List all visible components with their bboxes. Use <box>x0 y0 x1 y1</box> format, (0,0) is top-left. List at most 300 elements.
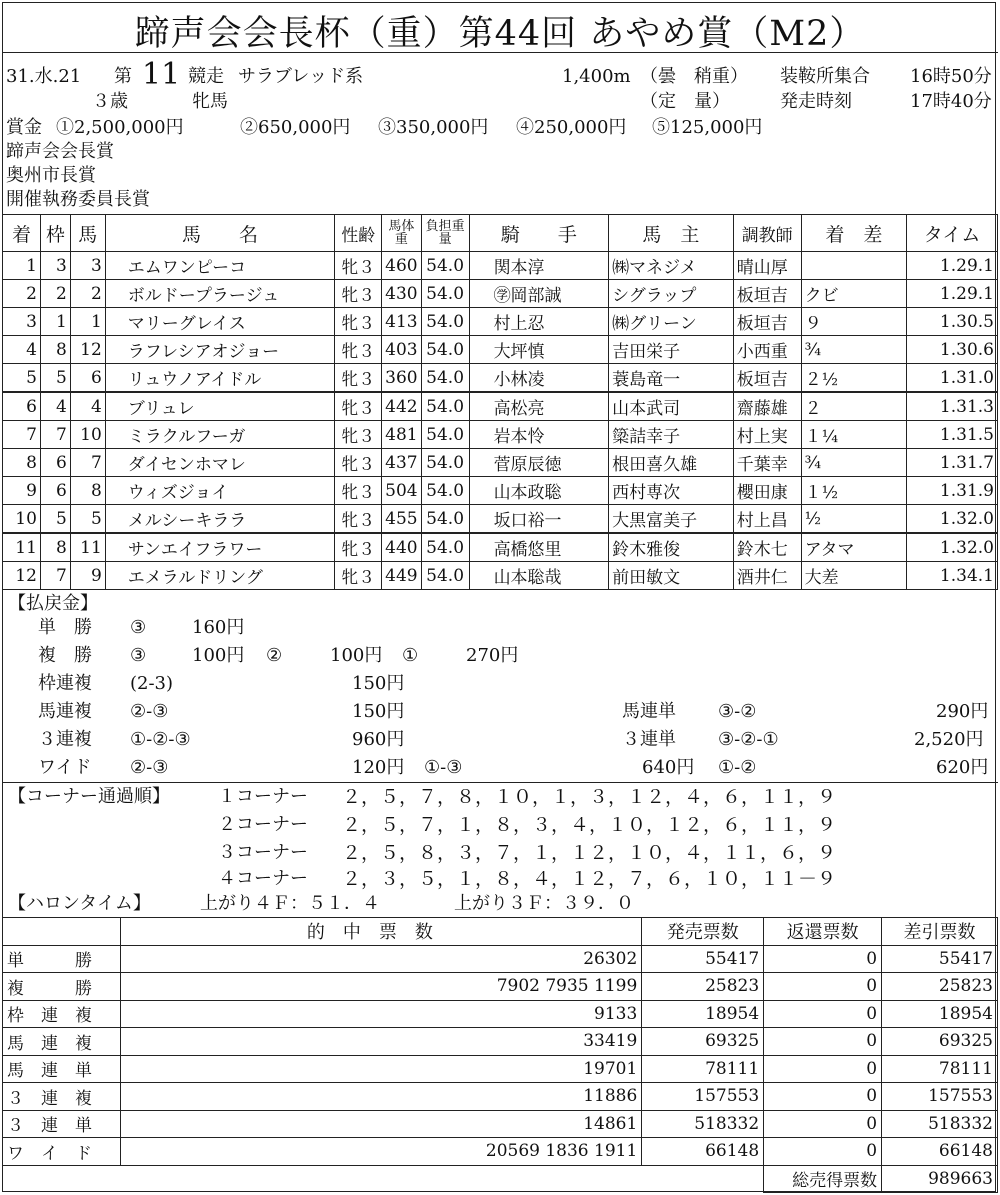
result-margin: ９ <box>801 308 907 336</box>
result-jockey: 村上忍 <box>469 308 609 336</box>
post-time: 17時40分 <box>910 91 992 112</box>
votes-ret: 0 <box>764 1028 882 1056</box>
votes-total-spacer <box>3 1165 121 1193</box>
col-waku: 枠 <box>40 215 70 252</box>
col-pos: 着 <box>3 215 41 252</box>
award-2: 奥州市長賞 <box>6 165 96 186</box>
votes-total-value: 989663 <box>882 1165 998 1193</box>
votes-sold: 66148 <box>642 1138 764 1166</box>
result-time: 1.34.1 <box>907 562 998 590</box>
payout-wakuren-label: 枠連複 <box>38 673 92 694</box>
payout-wakuren-amount: 150円 <box>352 673 405 694</box>
payout-header: 【払戻金】 <box>8 593 98 614</box>
result-load: 54.0 <box>421 336 469 364</box>
result-jockey: 菅原辰徳 <box>469 449 609 477</box>
votes-type: ３ 連 単 <box>3 1110 121 1138</box>
result-time: 1.31.7 <box>907 449 998 477</box>
result-pos: 7 <box>3 421 41 449</box>
result-name: リュウノアイドル <box>105 364 334 393</box>
result-margin <box>801 252 907 280</box>
votes-net: 18954 <box>882 1000 998 1028</box>
result-row <box>3 392 998 421</box>
result-pos: 2 <box>3 280 41 308</box>
col-load: 負担重量 <box>421 215 469 252</box>
result-trainer: 酒井仁 <box>733 562 801 590</box>
result-waku: 7 <box>40 421 70 449</box>
col-name: 馬 名 <box>105 215 334 252</box>
result-waku: 3 <box>40 252 70 280</box>
result-name: ボルドープラージュ <box>105 280 334 308</box>
col-body-weight: 馬体重 <box>382 215 421 252</box>
result-trainer: 鈴木七 <box>733 533 801 562</box>
result-row <box>3 421 998 449</box>
votes-hit: 14861 <box>120 1110 641 1138</box>
race-kyoso: 競走 <box>188 66 224 87</box>
votes-type: 単 勝 <box>3 945 121 973</box>
payout-tansho-amount: 160円 <box>192 617 245 638</box>
payout-sanrenpuku-label: ３連複 <box>38 729 92 750</box>
result-time: 1.29.1 <box>907 280 998 308</box>
payout-sanrenpuku-amount: 960円 <box>352 729 405 750</box>
votes-row <box>3 1110 998 1138</box>
votes-total-spacer-3 <box>642 1165 764 1193</box>
race-number: 11 <box>142 57 181 92</box>
race-date: 31.水.21 <box>6 66 82 87</box>
votes-total-row <box>3 1165 998 1193</box>
result-owner: 吉田栄子 <box>609 336 734 364</box>
result-pos: 9 <box>3 477 41 505</box>
votes-col-returned: 返還票数 <box>764 918 882 946</box>
payout-wide-combo-2: ①-③ <box>424 757 463 778</box>
result-row <box>3 308 998 336</box>
votes-net: 518332 <box>882 1110 998 1138</box>
corner-1-label: １コーナー <box>218 786 308 807</box>
result-waku: 6 <box>40 477 70 505</box>
post-time-label: 発走時刻 <box>780 91 852 112</box>
votes-net: 69325 <box>882 1028 998 1056</box>
result-owner: 蓑島竜一 <box>609 364 734 393</box>
result-wt: 481 <box>382 421 421 449</box>
result-waku: 2 <box>40 280 70 308</box>
votes-type: 複 勝 <box>3 973 121 1001</box>
result-sa: 牝３ <box>335 505 382 534</box>
result-row <box>3 562 998 590</box>
result-margin: ¾ <box>801 449 907 477</box>
result-waku: 5 <box>40 505 70 534</box>
result-margin: クビ <box>801 280 907 308</box>
result-jockey: 岩本怜 <box>469 421 609 449</box>
race-track-condition: （曇 稍重） <box>640 66 748 87</box>
result-sa: 牝３ <box>335 336 382 364</box>
payout-wide-label: ワイド <box>38 757 92 778</box>
result-wt: 460 <box>382 252 421 280</box>
result-trainer: 村上昌 <box>733 505 801 534</box>
race-weight-rule: （定 量） <box>640 91 730 112</box>
col-owner: 馬 主 <box>609 215 734 252</box>
result-pos: 3 <box>3 308 41 336</box>
votes-ret: 0 <box>764 1083 882 1111</box>
result-name: ブリュレ <box>105 392 334 421</box>
result-name: マリーグレイス <box>105 308 334 336</box>
corner-4-label: ４コーナー <box>218 868 308 889</box>
corner-3-label: ３コーナー <box>218 842 308 863</box>
votes-ret: 0 <box>764 1138 882 1166</box>
result-load: 54.0 <box>421 505 469 534</box>
result-num: 9 <box>70 562 105 590</box>
votes-type: ３ 連 複 <box>3 1083 121 1111</box>
votes-type: 枠 連 複 <box>3 1000 121 1028</box>
result-trainer: 村上実 <box>733 421 801 449</box>
votes-ret: 0 <box>764 945 882 973</box>
result-name: サンエイフラワー <box>105 533 334 562</box>
result-wt: 430 <box>382 280 421 308</box>
result-time: 1.32.0 <box>907 505 998 534</box>
result-owner: 鈴木雅俊 <box>609 533 734 562</box>
result-sa: 牝３ <box>335 562 382 590</box>
result-pos: 10 <box>3 505 41 534</box>
race-sex: 牝馬 <box>192 91 228 112</box>
votes-row <box>3 1138 998 1166</box>
votes-hit: 20569 1836 1911 <box>120 1138 641 1166</box>
votes-net: 25823 <box>882 973 998 1001</box>
votes-sold: 78111 <box>642 1055 764 1083</box>
race-dai: 第 <box>114 66 132 87</box>
results-table <box>2 214 998 590</box>
votes-sold: 55417 <box>642 945 764 973</box>
result-row <box>3 280 998 308</box>
col-jockey: 騎 手 <box>469 215 609 252</box>
result-wt: 440 <box>382 533 421 562</box>
result-sa: 牝３ <box>335 392 382 421</box>
votes-hit: 33419 <box>120 1028 641 1056</box>
result-name: ミラクルフーガ <box>105 421 334 449</box>
prize-3: ③350,000円 <box>378 117 489 138</box>
votes-total-label: 総売得票数 <box>764 1165 882 1193</box>
result-wt: 360 <box>382 364 421 393</box>
result-jockey: 高橋悠里 <box>469 533 609 562</box>
payout-umaren-amount: 150円 <box>352 701 405 722</box>
result-pos: 1 <box>3 252 41 280</box>
payout-sanrentan-label: ３連単 <box>622 729 676 750</box>
payout-umaren-label: 馬連複 <box>38 701 92 722</box>
result-num: 5 <box>70 505 105 534</box>
result-margin: ¾ <box>801 336 907 364</box>
votes-row <box>3 1083 998 1111</box>
result-sa: 牝３ <box>335 477 382 505</box>
result-row <box>3 533 998 562</box>
result-owner: 大黒富美子 <box>609 505 734 534</box>
result-num: 3 <box>70 252 105 280</box>
result-jockey: 関本淳 <box>469 252 609 280</box>
result-jockey: 山本聡哉 <box>469 562 609 590</box>
votes-row <box>3 973 998 1001</box>
corner-1-order: ２，５，７，８，１０，１，３，１２，４，６，１１，９ <box>342 786 837 808</box>
result-margin: １½ <box>801 477 907 505</box>
result-margin: ２½ <box>801 364 907 393</box>
result-sa: 牝３ <box>335 308 382 336</box>
furlong-last4: 上がり４Ｆ：５１．４ <box>200 893 380 914</box>
result-name: ラフレシアオジョー <box>105 336 334 364</box>
votes-sold: 69325 <box>642 1028 764 1056</box>
votes-col-sold: 発売票数 <box>642 918 764 946</box>
result-sa: 牝３ <box>335 364 382 393</box>
result-name: ウィズジョイ <box>105 477 334 505</box>
payout-fukusho-amount-3: 270円 <box>466 645 519 666</box>
result-load: 54.0 <box>421 562 469 590</box>
result-load: 54.0 <box>421 252 469 280</box>
votes-hit: 11886 <box>120 1083 641 1111</box>
furlong-header: 【ハロンタイム】 <box>8 893 151 914</box>
votes-row <box>3 945 998 973</box>
votes-type: 馬 連 複 <box>3 1028 121 1056</box>
votes-net: 55417 <box>882 945 998 973</box>
result-load: 54.0 <box>421 421 469 449</box>
result-owner: 簗詰幸子 <box>609 421 734 449</box>
race-distance: 1,400m <box>562 66 631 87</box>
result-trainer: 千葉幸 <box>733 449 801 477</box>
votes-net: 157553 <box>882 1083 998 1111</box>
votes-col-hit: 的 中 票 数 <box>120 918 641 946</box>
result-wt: 437 <box>382 449 421 477</box>
col-margin: 着 差 <box>801 215 907 252</box>
result-load: 54.0 <box>421 308 469 336</box>
payout-umatan-amount: 290円 <box>936 701 989 722</box>
result-margin: アタマ <box>801 533 907 562</box>
votes-type: ワ イ ド <box>3 1138 121 1166</box>
award-3: 開催執務委員長賞 <box>6 189 150 210</box>
prize-2: ②650,000円 <box>240 117 351 138</box>
result-trainer: 板垣吉 <box>733 280 801 308</box>
result-pos: 8 <box>3 449 41 477</box>
result-owner: ㈱グリーン <box>609 308 734 336</box>
result-margin: ½ <box>801 505 907 534</box>
result-margin: ２ <box>801 392 907 421</box>
result-trainer: 晴山厚 <box>733 252 801 280</box>
result-wt: 403 <box>382 336 421 364</box>
corner-2-order: ２，５，７，１，８，３，４，１０，１２，６，１１，９ <box>342 814 837 836</box>
result-row <box>3 477 998 505</box>
payout-sanrenpuku-combo: ①-②-③ <box>130 729 191 750</box>
result-row <box>3 449 998 477</box>
result-load: 54.0 <box>421 280 469 308</box>
prize-4: ④250,000円 <box>516 117 627 138</box>
result-jockey: ㊫岡部誠 <box>469 280 609 308</box>
payout-fukusho-amount-1: 100円 <box>192 645 245 666</box>
result-row <box>3 364 998 393</box>
result-pos: 4 <box>3 336 41 364</box>
race-breed: サラブレッド系 <box>238 66 364 87</box>
result-time: 1.30.5 <box>907 308 998 336</box>
result-num: 8 <box>70 477 105 505</box>
result-wt: 504 <box>382 477 421 505</box>
votes-table <box>2 917 998 1193</box>
race-age: ３歳 <box>92 91 128 112</box>
votes-hit: 9133 <box>120 1000 641 1028</box>
votes-sold: 25823 <box>642 973 764 1001</box>
payout-wakuren-combo: (2-3) <box>130 673 174 694</box>
result-jockey: 小林凌 <box>469 364 609 393</box>
votes-hit: 26302 <box>120 945 641 973</box>
votes-ret: 0 <box>764 973 882 1001</box>
votes-net: 66148 <box>882 1138 998 1166</box>
result-name: エムワンピーコ <box>105 252 334 280</box>
votes-header-row <box>3 918 998 946</box>
result-sa: 牝３ <box>335 421 382 449</box>
title-divider <box>2 52 998 53</box>
saddling-time: 16時50分 <box>910 66 992 87</box>
result-jockey: 坂口裕一 <box>469 505 609 534</box>
result-owner: ㈱マネジメ <box>609 252 734 280</box>
result-waku: 1 <box>40 308 70 336</box>
result-owner: 前田敏文 <box>609 562 734 590</box>
result-row <box>3 252 998 280</box>
result-load: 54.0 <box>421 449 469 477</box>
corner-2-label: ２コーナー <box>218 814 308 835</box>
result-margin: １¼ <box>801 421 907 449</box>
result-waku: 8 <box>40 533 70 562</box>
result-sa: 牝３ <box>335 533 382 562</box>
corner-4-order: ２，３，５，１，８，４，１２，７，６，１０，１１－９ <box>342 868 837 890</box>
votes-hit: 19701 <box>120 1055 641 1083</box>
result-pos: 5 <box>3 364 41 393</box>
result-trainer: 齋藤雄 <box>733 392 801 421</box>
payout-wide-amount-1: 120円 <box>352 757 405 778</box>
votes-row <box>3 1028 998 1056</box>
votes-row <box>3 1055 998 1083</box>
votes-sold: 18954 <box>642 1000 764 1028</box>
payout-fukusho-combo-3: ① <box>402 645 419 666</box>
payout-wide-combo-1: ②-③ <box>130 757 169 778</box>
result-wt: 455 <box>382 505 421 534</box>
votes-type: 馬 連 単 <box>3 1055 121 1083</box>
corners-header: 【コーナー通過順】 <box>8 786 170 807</box>
payout-wide-combo-3: ①-② <box>718 757 757 778</box>
result-pos: 6 <box>3 392 41 421</box>
result-time: 1.31.0 <box>907 364 998 393</box>
result-jockey: 山本政聡 <box>469 477 609 505</box>
corner-3-order: ２，５，８，３，７，１，１２，１０，４，１１，６，９ <box>342 842 837 864</box>
result-num: 1 <box>70 308 105 336</box>
result-waku: 5 <box>40 364 70 393</box>
result-sa: 牝３ <box>335 280 382 308</box>
page-title: 蹄声会会長杯（重）第44回 あやめ賞（M2） <box>134 14 866 54</box>
result-row <box>3 505 998 534</box>
result-jockey: 大坪慎 <box>469 336 609 364</box>
result-name: メルシーキララ <box>105 505 334 534</box>
votes-sold: 157553 <box>642 1083 764 1111</box>
result-time: 1.29.1 <box>907 252 998 280</box>
result-time: 1.32.0 <box>907 533 998 562</box>
votes-col-net: 差引票数 <box>882 918 998 946</box>
result-owner: 山本武司 <box>609 392 734 421</box>
prize-label: 賞金 <box>6 117 42 138</box>
result-time: 1.31.9 <box>907 477 998 505</box>
col-num: 馬 <box>70 215 105 252</box>
col-time: タイム <box>907 215 998 252</box>
votes-net: 78111 <box>882 1055 998 1083</box>
result-num: 10 <box>70 421 105 449</box>
result-time: 1.30.6 <box>907 336 998 364</box>
results-header-row <box>3 215 998 252</box>
result-time: 1.31.5 <box>907 421 998 449</box>
result-num: 4 <box>70 392 105 421</box>
result-jockey: 高松亮 <box>469 392 609 421</box>
result-num: 2 <box>70 280 105 308</box>
result-owner: シグラップ <box>609 280 734 308</box>
award-1: 蹄声会会長賞 <box>6 141 114 162</box>
votes-ret: 0 <box>764 1000 882 1028</box>
payout-fukusho-combo-1: ③ <box>130 645 147 666</box>
votes-ret: 0 <box>764 1110 882 1138</box>
result-waku: 4 <box>40 392 70 421</box>
result-sa: 牝３ <box>335 449 382 477</box>
result-waku: 8 <box>40 336 70 364</box>
payout-wide-amount-2: 640円 <box>642 757 695 778</box>
result-waku: 6 <box>40 449 70 477</box>
prize-5: ⑤125,000円 <box>652 117 763 138</box>
votes-ret: 0 <box>764 1055 882 1083</box>
result-sa: 牝３ <box>335 252 382 280</box>
result-margin: 大差 <box>801 562 907 590</box>
result-load: 54.0 <box>421 392 469 421</box>
result-trainer: 櫻田康 <box>733 477 801 505</box>
result-wt: 449 <box>382 562 421 590</box>
result-name: エメラルドリング <box>105 562 334 590</box>
result-load: 54.0 <box>421 477 469 505</box>
furlong-last3: 上がり３Ｆ：３９．０ <box>454 893 634 914</box>
result-trainer: 板垣吉 <box>733 364 801 393</box>
payout-umaren-combo: ②-③ <box>130 701 169 722</box>
result-load: 54.0 <box>421 364 469 393</box>
result-name: ダイセンホマレ <box>105 449 334 477</box>
result-load: 54.0 <box>421 533 469 562</box>
col-trainer: 調教師 <box>733 215 801 252</box>
payout-tansho-label: 単 勝 <box>38 617 92 638</box>
result-pos: 11 <box>3 533 41 562</box>
payout-tansho-combo: ③ <box>130 617 147 638</box>
prize-1: ①2,500,000円 <box>56 117 184 138</box>
result-trainer: 小西重 <box>733 336 801 364</box>
result-owner: 根田喜久雄 <box>609 449 734 477</box>
result-time: 1.31.3 <box>907 392 998 421</box>
payout-divider <box>2 782 998 783</box>
payout-fukusho-amount-2: 100円 <box>330 645 383 666</box>
saddling-label: 装鞍所集合 <box>780 66 870 87</box>
result-owner: 西村専次 <box>609 477 734 505</box>
result-num: 6 <box>70 364 105 393</box>
payout-sanrentan-combo: ③-②-① <box>718 729 779 750</box>
payout-umatan-combo: ③-② <box>718 701 757 722</box>
votes-row <box>3 1000 998 1028</box>
col-sex-age: 性齢 <box>335 215 382 252</box>
result-row <box>3 336 998 364</box>
payout-fukusho-label: 複 勝 <box>38 645 92 666</box>
votes-sold: 518332 <box>642 1110 764 1138</box>
result-trainer: 板垣吉 <box>733 308 801 336</box>
payout-umatan-label: 馬連単 <box>622 701 676 722</box>
payout-wide-amount-3: 620円 <box>936 757 989 778</box>
votes-hit: 7902 7935 1199 <box>120 973 641 1001</box>
payout-fukusho-combo-2: ② <box>266 645 283 666</box>
result-wt: 442 <box>382 392 421 421</box>
result-num: 7 <box>70 449 105 477</box>
result-waku: 7 <box>40 562 70 590</box>
votes-total-spacer-2 <box>120 1165 641 1193</box>
payout-sanrentan-amount: 2,520円 <box>914 729 984 750</box>
result-num: 11 <box>70 533 105 562</box>
votes-col-type <box>3 918 121 946</box>
result-wt: 413 <box>382 308 421 336</box>
